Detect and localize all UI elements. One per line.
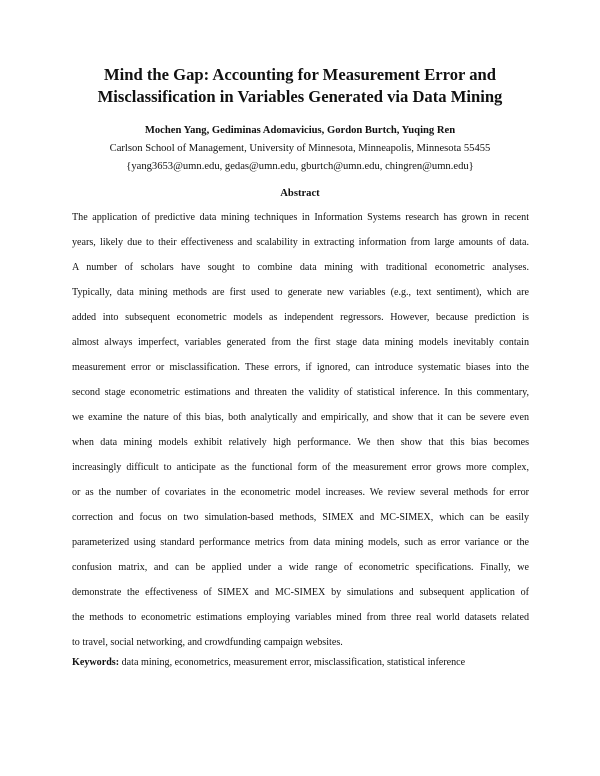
abstract-line: we examine the nature of this bias, both analytically and empirically, and show that it can be severe even bbox=[72, 412, 529, 423]
paper-title bbox=[40, 64, 560, 108]
abstract-line: added into subsequent econometric models as independent regressors. However, because prediction is bbox=[72, 312, 529, 323]
abstract-line: A number of scholars have sought to combine data mining with traditional econometric analyses. bbox=[72, 262, 529, 273]
title-line: Misclassification in Variables Generated via Data Mining bbox=[97, 87, 503, 106]
abstract-line: almost always imperfect, variables generated from the first stage data mining models inevitably contain bbox=[72, 337, 529, 348]
abstract-line: or as the number of covariates in the econometric model increases. We review several methods for error bbox=[72, 487, 529, 498]
keywords bbox=[72, 656, 529, 670]
keywords-text: data mining, econometrics, measurement error, misclassification, statistical inference bbox=[119, 657, 466, 668]
abstract-line: second stage econometric estimations and threaten the validity of statistical inference. In this commentary, bbox=[72, 387, 529, 398]
abstract-line: years, likely due to their effectiveness and scalability in extracting information from large amounts of data. bbox=[72, 237, 529, 248]
abstract-line: increasingly difficult to anticipate as the functional form of the measurement error grows more complex, bbox=[72, 462, 529, 473]
abstract-body bbox=[72, 205, 529, 655]
abstract-line: correction and focus on two simulation-based methods, SIMEX and MC-SIMEX, which can be easily bbox=[72, 512, 529, 523]
title-line: Mind the Gap: Accounting for Measurement Error and bbox=[104, 65, 496, 84]
abstract-heading: Abstract bbox=[280, 188, 320, 199]
keywords-label: Keywords: bbox=[72, 657, 120, 668]
abstract-line: when data mining models exhibit relatively high performance. We then show that this bias becomes bbox=[72, 437, 529, 448]
affiliation: Carlson School of Management, University of Minnesota, Minneapolis, Minnesota 55455 bbox=[109, 143, 491, 154]
author-list: Mochen Yang, Gediminas Adomavicius, Gordon Burtch, Yuqing Ren bbox=[144, 125, 456, 136]
abstract-line: demonstrate the effectiveness of SIMEX and MC-SIMEX by simulations and subsequent application of bbox=[72, 587, 529, 598]
abstract-line: the methods to econometric estimations employing variables mined from three real world datasets related bbox=[72, 612, 529, 623]
abstract-line: confusion matrix, and can be applied under a wide range of econometric specifications. Finally, we bbox=[72, 562, 529, 573]
abstract-line: parameterized using standard performance metrics from data mining models, such as error variance or the bbox=[72, 537, 529, 548]
abstract-line: Typically, data mining methods are first used to generate new variables (e.g., text sentiment), which are bbox=[72, 287, 529, 298]
author-emails: {yang3653@umn.edu, gedas@umn.edu, gburtch@umn.edu, chingren@umn.edu} bbox=[126, 161, 474, 172]
abstract-line: measurement error or misclassification. These errors, if ignored, can introduce systematic biases into the bbox=[72, 362, 529, 373]
abstract-line: to travel, social networking, and crowdfunding campaign websites. bbox=[72, 637, 343, 648]
abstract-line: The application of predictive data mining techniques in Information Systems research has grown in recent bbox=[72, 212, 529, 223]
